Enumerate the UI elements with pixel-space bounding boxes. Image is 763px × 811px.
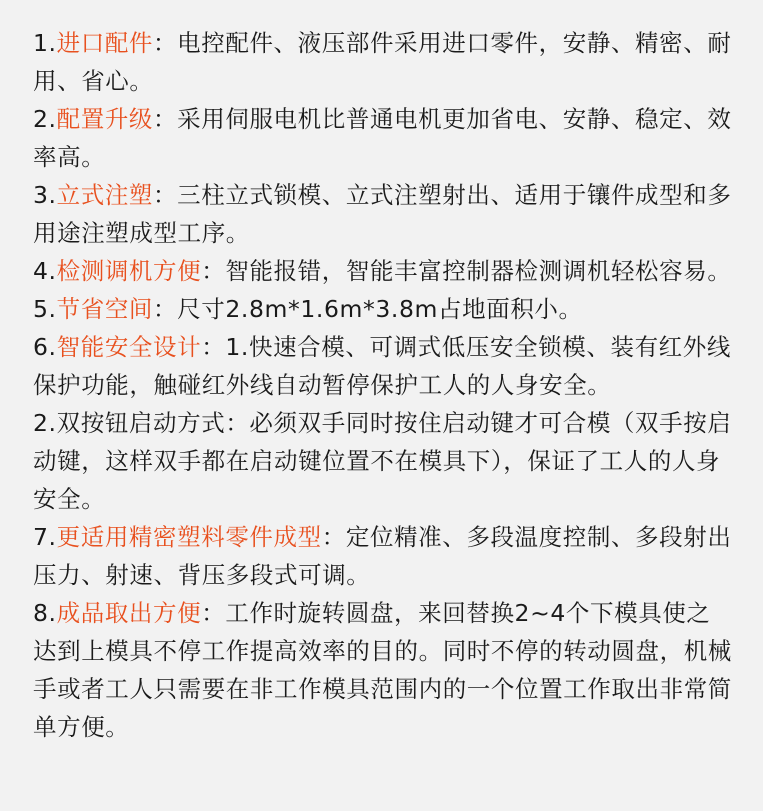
item-body: 定位精准、多段温度控制、多段射出压力、射速、背压多段式可调。: [33, 523, 732, 589]
feature-item-1: [33, 24, 733, 100]
feature-item-4: [33, 252, 733, 290]
item-number: 2.: [33, 409, 57, 437]
item-number: 2.: [33, 105, 57, 133]
item-separator: ：: [153, 29, 178, 57]
item-separator: ：: [153, 105, 178, 133]
item-body: 尺寸2.8m*1.6m*3.8m占地面积小。: [177, 295, 583, 323]
item-body: 采用伺服电机比普通电机更加省电、安静、稳定、效率高。: [33, 105, 732, 171]
feature-item-7: [33, 518, 733, 594]
feature-item-6-sub-2: [33, 404, 733, 518]
item-number: 7.: [33, 523, 57, 551]
item-number: 1.: [33, 29, 57, 57]
feature-item-5: [33, 290, 733, 328]
item-title: 立式注塑: [56, 181, 154, 209]
feature-item-8: [33, 594, 733, 746]
item-body: 1.快速合模、可调式低压安全锁模、装有红外线保护功能，触碰红外线自动暂停保护工人的人身安全。: [33, 333, 731, 399]
item-title: 更适用精密塑料零件成型: [56, 523, 322, 551]
item-number: 6.: [33, 333, 57, 361]
item-title: 节省空间: [56, 295, 154, 323]
feature-item-2: [33, 100, 733, 176]
item-separator: ：: [201, 333, 226, 361]
item-body: 电控配件、液压部件采用进口零件，安静、精密、耐用、省心。: [33, 29, 732, 95]
item-body: 三柱立式锁模、立式注塑射出、适用于镶件成型和多用途注塑成型工序。: [33, 181, 732, 247]
item-title: 成品取出方便: [56, 599, 202, 627]
item-number: 3.: [33, 181, 57, 209]
item-separator: ：: [153, 181, 178, 209]
item-separator: ：: [321, 523, 346, 551]
item-separator: ：: [153, 295, 178, 323]
item-title: 检测调机方便: [56, 257, 202, 285]
item-separator: ：: [201, 599, 226, 627]
item-body: 智能报错，智能丰富控制器检测调机轻松容易。: [225, 257, 732, 285]
feature-item-3: [33, 176, 733, 252]
item-body: 工作时旋转圆盘，来回替换2~4个下模具使之达到上模具不停工作提高效率的目的。同时不停的转动圆盘，机械手或者工人只需要在非工作模具范围内的一个位置工作取出非常简单方便。: [33, 599, 732, 741]
item-title: 配置升级: [56, 105, 154, 133]
item-title: 智能安全设计: [56, 333, 202, 361]
item-number: 4.: [33, 257, 57, 285]
item-title: 进口配件: [56, 29, 154, 57]
item-separator: ：: [201, 257, 226, 285]
feature-item-6: [33, 328, 733, 404]
item-number: 8.: [33, 599, 57, 627]
item-number: 5.: [33, 295, 57, 323]
item-body: 双按钮启动方式：必须双手同时按住启动键才可合模（双手按启动键，这样双手都在启动键位置不在模具下），保证了工人的人身安全。: [33, 409, 732, 513]
